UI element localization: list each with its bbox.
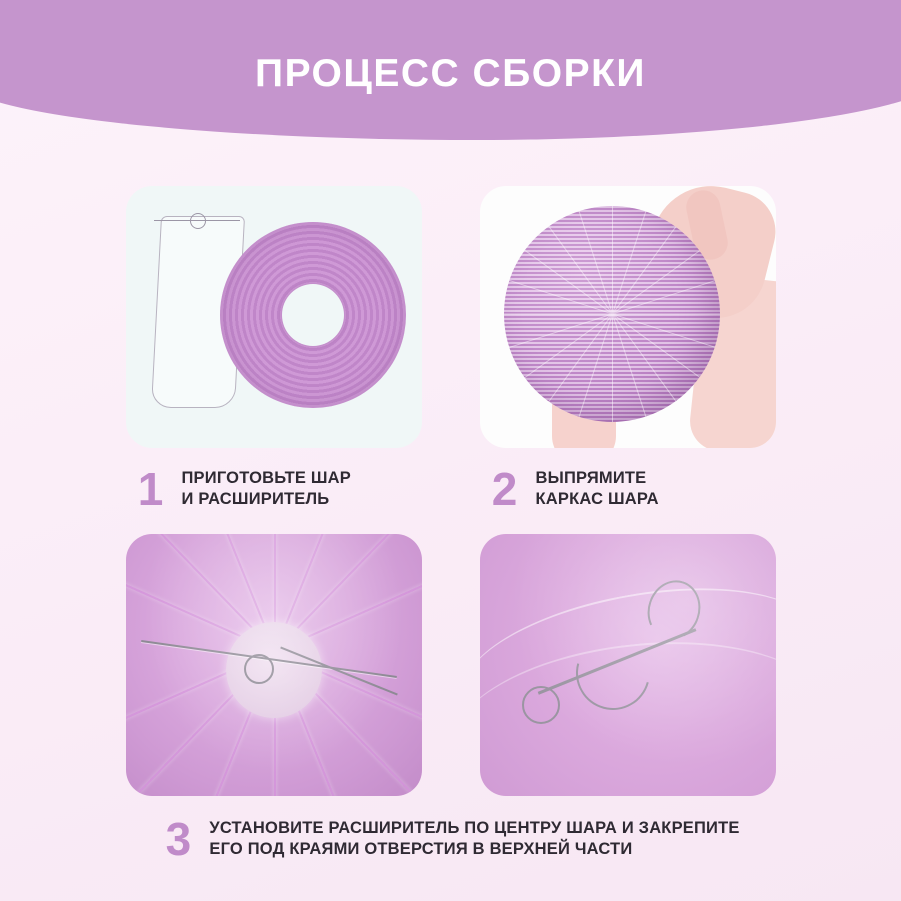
step-3-text	[209, 818, 739, 860]
step-1-text-line-2: И РАСШИРИТЕЛЬ	[181, 490, 330, 508]
page-title: ПРОЦЕСС СБОРКИ	[255, 52, 646, 95]
photo-highlight	[126, 534, 422, 796]
step-3-caption	[0, 813, 901, 865]
step-2	[480, 186, 776, 515]
step-3-image-left	[126, 534, 422, 796]
step-3-image-right	[480, 534, 776, 796]
step-3-text-line-1: УСТАНОВИТЕ РАСШИРИТЕЛЬ ПО ЦЕНТРУ ШАРА И ЗАКРЕПИТЕ	[209, 818, 740, 837]
step-2-text-line-1: ВЫПРЯМИТЕ	[535, 468, 647, 487]
steps-grid	[0, 186, 901, 865]
expander-hook-closeup-photo	[480, 534, 776, 796]
step-1	[126, 186, 422, 515]
lantern-center-hole	[282, 284, 344, 346]
step-3-number: 3	[165, 813, 192, 865]
step-2-text	[536, 468, 659, 510]
flat-lantern-and-expander-photo	[126, 186, 422, 448]
step-2-number: 2	[491, 463, 518, 515]
step-3-text-line-2: ЕГО ПОД КРАЯМИ ОТВЕРСТИЯ В ВЕРХНЕЙ ЧАСТИ	[209, 840, 633, 858]
lantern-ribs-group	[504, 206, 720, 422]
expander-ring-shape	[190, 213, 206, 229]
step-2-text-line-2: КАРКАС ШАРА	[535, 490, 659, 508]
expander-inside-lantern-photo	[126, 534, 422, 796]
folded-lantern-shape	[220, 222, 406, 408]
photo-highlight	[480, 534, 776, 796]
step-1-caption	[126, 463, 422, 515]
steps-row-1	[0, 186, 901, 515]
hand-opening-sphere-photo	[480, 186, 776, 448]
steps-row-2	[0, 534, 901, 796]
step-1-text-line-1: ПРИГОТОВЬТЕ ШАР	[181, 468, 351, 487]
step-2-caption	[480, 463, 776, 515]
step-1-number: 1	[137, 463, 164, 515]
step-1-text	[182, 468, 351, 510]
